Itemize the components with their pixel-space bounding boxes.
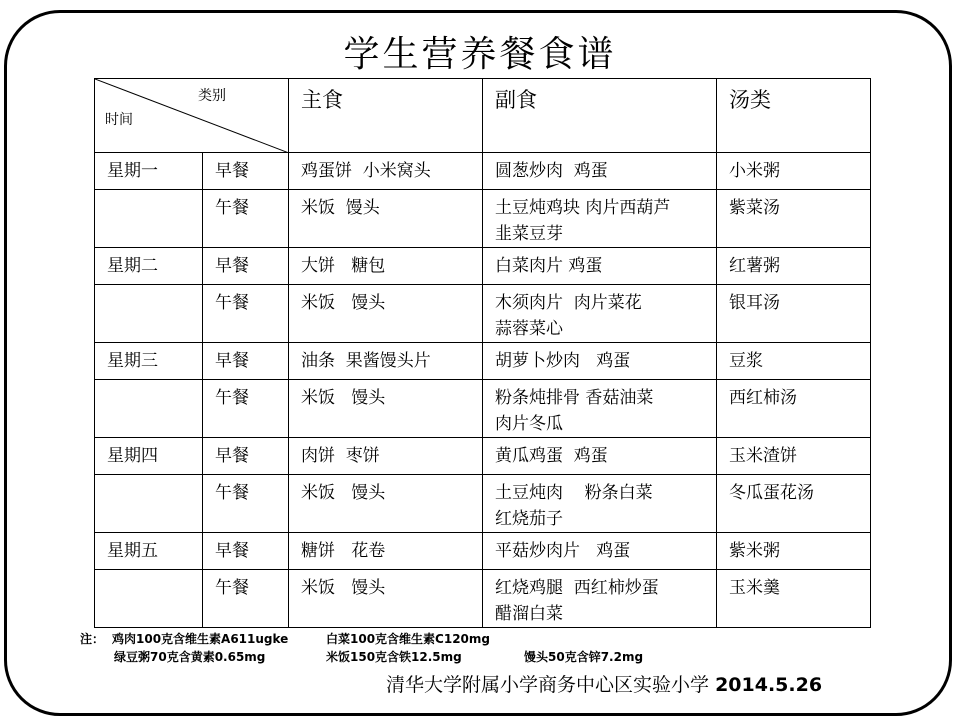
side-dish-line: 红烧茄子 [495, 509, 563, 529]
side-dish-line: 木须肉片 肉片菜花 [495, 293, 642, 313]
side-dish-line: 圆葱炒肉 鸡蛋 [495, 161, 608, 181]
menu-row [95, 190, 871, 248]
meal-cell: 午餐 [203, 570, 289, 628]
side-dish-line: 肉片冬瓜 [495, 414, 563, 434]
meal-cell: 午餐 [203, 190, 289, 248]
soup-cell: 玉米羹 [717, 570, 871, 628]
menu-row [95, 438, 871, 475]
side-dish-line: 胡萝卜炒肉 鸡蛋 [495, 351, 631, 371]
soup-cell: 冬瓜蛋花汤 [717, 475, 871, 533]
side-dish-line: 土豆炖肉 粉条白菜 [495, 483, 653, 503]
meal-cell: 午餐 [203, 285, 289, 343]
diagonal-header-cell [95, 79, 289, 153]
day-cell: 星期四 [95, 438, 203, 475]
day-cell: 星期三 [95, 343, 203, 380]
side-dish-line: 土豆炖鸡块 肉片西葫芦 [495, 198, 671, 218]
day-cell [95, 475, 203, 533]
side-cell [483, 248, 717, 285]
side-dish-line: 平菇炒肉片 鸡蛋 [495, 541, 631, 561]
staple-cell: 油条 果酱馒头片 [289, 343, 483, 380]
soup-cell: 银耳汤 [717, 285, 871, 343]
side-dish-line: 黄瓜鸡蛋 鸡蛋 [495, 446, 608, 466]
staple-cell: 米饭 馒头 [289, 380, 483, 438]
side-dish-line: 醋溜白菜 [495, 604, 563, 624]
staple-cell: 大饼 糖包 [289, 248, 483, 285]
meal-cell: 早餐 [203, 343, 289, 380]
day-cell: 星期二 [95, 248, 203, 285]
staple-cell: 肉饼 枣饼 [289, 438, 483, 475]
menu-row [95, 248, 871, 285]
side-dish-line: 韭菜豆芽 [495, 224, 563, 244]
side-cell [483, 380, 717, 438]
staple-cell: 米饭 馒头 [289, 190, 483, 248]
day-cell [95, 190, 203, 248]
menu-row [95, 533, 871, 570]
day-cell [95, 285, 203, 343]
column-header-side: 副食 [483, 79, 717, 153]
side-cell [483, 285, 717, 343]
soup-cell: 小米粥 [717, 153, 871, 190]
note-cabbage: 白菜100克含维生素C120mg [326, 632, 490, 646]
meal-cell: 早餐 [203, 153, 289, 190]
staple-cell: 鸡蛋饼 小米窝头 [289, 153, 483, 190]
soup-cell: 紫菜汤 [717, 190, 871, 248]
menu-row [95, 285, 871, 343]
side-cell [483, 438, 717, 475]
side-cell [483, 570, 717, 628]
menu-row [95, 570, 871, 628]
menu-row [95, 380, 871, 438]
side-dish-line: 蒜蓉菜心 [495, 319, 563, 339]
day-cell [95, 380, 203, 438]
meal-cell: 早餐 [203, 533, 289, 570]
meal-cell: 早餐 [203, 438, 289, 475]
menu-table [94, 78, 871, 628]
side-cell [483, 475, 717, 533]
notes-prefix: 注： [80, 632, 105, 646]
side-cell [483, 343, 717, 380]
soup-cell: 紫米粥 [717, 533, 871, 570]
side-dish-line: 粉条炖排骨 香菇油菜 [495, 388, 654, 408]
note-chicken: 鸡肉100克含维生素A611ugke [112, 632, 289, 646]
footer-date: 2014.5.26 [715, 674, 823, 696]
note-rice: 米饭150克含铁12.5mg [326, 650, 462, 664]
column-header-soup: 汤类 [717, 79, 871, 153]
day-cell: 星期五 [95, 533, 203, 570]
meal-cell: 午餐 [203, 475, 289, 533]
column-header-staple: 主食 [289, 79, 483, 153]
page-title: 学生营养餐食谱 [343, 34, 617, 75]
day-cell: 星期一 [95, 153, 203, 190]
meal-cell: 早餐 [203, 248, 289, 285]
staple-cell: 米饭 馒头 [289, 475, 483, 533]
footer [386, 670, 822, 697]
staple-cell: 米饭 馒头 [289, 285, 483, 343]
soup-cell: 玉米渣饼 [717, 438, 871, 475]
day-cell [95, 570, 203, 628]
soup-cell: 西红柿汤 [717, 380, 871, 438]
note-bun: 馒头50克含锌7.2mg [524, 650, 644, 664]
staple-cell: 米饭 馒头 [289, 570, 483, 628]
side-dish-line: 红烧鸡腿 西红柿炒蛋 [495, 578, 659, 598]
side-cell [483, 533, 717, 570]
soup-cell: 红薯粥 [717, 248, 871, 285]
menu-row [95, 475, 871, 533]
category-label: 类别 [198, 88, 226, 104]
meal-cell: 午餐 [203, 380, 289, 438]
soup-cell: 豆浆 [717, 343, 871, 380]
header-row [95, 79, 871, 153]
menu-row [95, 343, 871, 380]
footer-school: 清华大学附属小学商务中心区实验小学 [386, 674, 710, 696]
menu-row [95, 153, 871, 190]
staple-cell: 糖饼 花卷 [289, 533, 483, 570]
note-mungbean: 绿豆粥70克含黄素0.65mg [114, 650, 266, 664]
time-label: 时间 [105, 112, 133, 128]
side-cell [483, 153, 717, 190]
side-dish-line: 白菜肉片 鸡蛋 [495, 256, 603, 276]
side-cell [483, 190, 717, 248]
